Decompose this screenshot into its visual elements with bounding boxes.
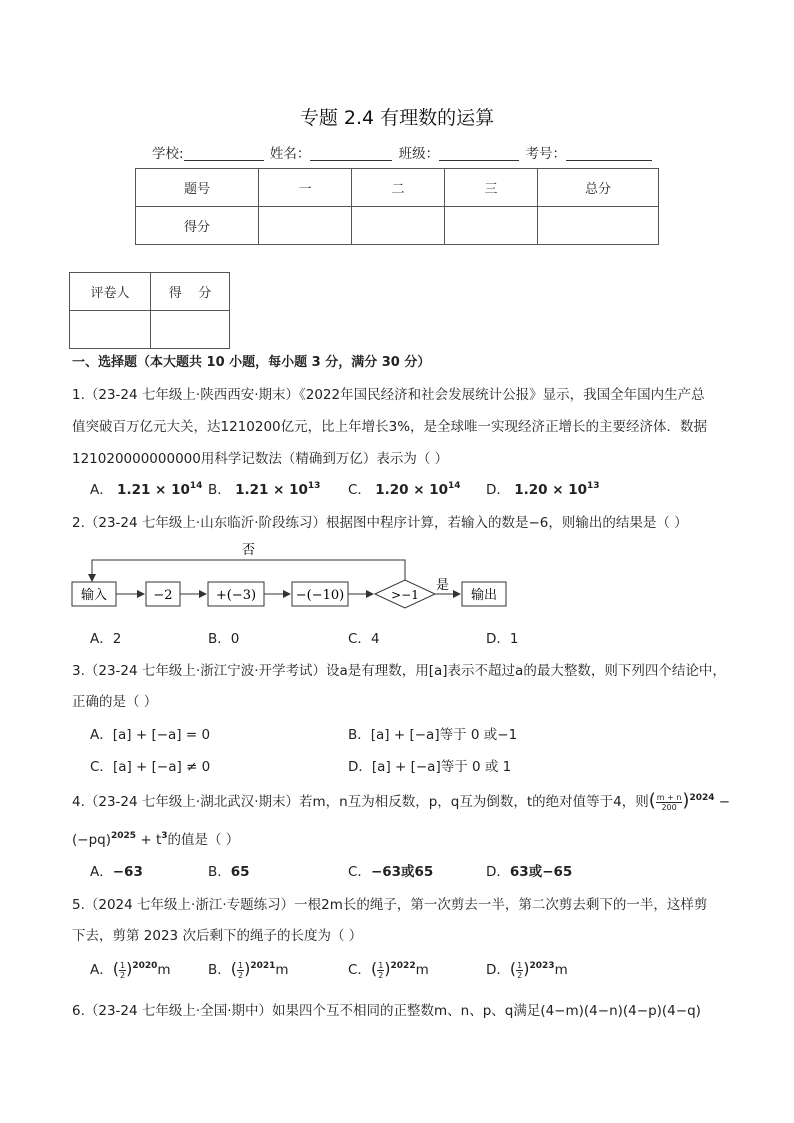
program-flowchart — [70, 536, 510, 612]
q4-option-d[interactable]: D．63或−65 — [486, 864, 573, 880]
q1-line-2: 值突破百万亿元大关，达1210200亿元，比上年增长3%，是全球唯一实现经济正增长的主要经济体．数据 — [72, 419, 708, 435]
yes-label: 是 — [436, 578, 450, 593]
score-cell[interactable] — [352, 207, 445, 245]
q3-line-1: 3.（23-24 七年级上·浙江宁波·开学考试）设a是有理数，用[a]表示不超过a的最大整数，则下列四个结论中， — [72, 663, 726, 679]
section-title: 一、选择题（本大题共 10 小题，每小题 3 分，满分 30 分） — [72, 355, 431, 370]
exam-no-label: 考号： — [525, 146, 566, 162]
q2-line-1: 2.（23-24 七年级上·山东临沂·阶段练习）根据图中程序计算，若输入的数是−6，则输出的结果是（ ） — [72, 515, 688, 531]
q3-option-a[interactable]: A．[a] + [−a] = 0 — [90, 727, 211, 743]
q2-option-d[interactable]: D．1 — [486, 631, 519, 647]
q4-option-a[interactable]: A．−63 — [90, 864, 143, 880]
score-cell[interactable] — [538, 207, 659, 245]
score-row-label: 得分 — [136, 207, 259, 245]
exam-no-blank[interactable] — [566, 146, 652, 161]
q4-line-1: 4.（23-24 七年级上·湖北武汉·期末）若m，n互为相反数，p，q互为倒数，t的绝对值等于4，则( $\frac{m + n}{200}$ )$^{2024}$ − — [72, 790, 731, 812]
school-label: 学校: — [152, 146, 184, 162]
reviewer-cell[interactable] — [70, 311, 151, 349]
score-cell[interactable] — [445, 207, 538, 245]
q4-option-b[interactable]: B．65 — [208, 864, 250, 880]
q2-option-b[interactable]: B．0 — [208, 631, 240, 647]
feedback-arrow — [92, 560, 405, 581]
input-label: 输入 — [80, 588, 108, 603]
q5-option-c[interactable]: C．( $\frac{1}{2}$ )$^{2022}$m — [348, 959, 429, 980]
q1-line-3: 121020000000000用科学记数法（精确到万亿）表示为（ ） — [72, 451, 449, 467]
score-table-header-row — [136, 169, 659, 207]
reviewer-label: 评卷人 — [70, 273, 151, 311]
score-header-cell: 总分 — [538, 169, 659, 207]
grader-score-label: 得 分 — [151, 273, 230, 311]
score-header-cell: 三 — [445, 169, 538, 207]
q4-line-2: $(-pq)^{2025} + t^3$的值是（ ） — [72, 831, 240, 848]
class-label: 班级： — [398, 146, 440, 162]
q1-option-d[interactable]: D． $1.20 \times 10^{13}$ — [486, 481, 600, 498]
name-label: 姓名： — [269, 146, 311, 162]
q1-option-b[interactable]: B． $1.21 \times 10^{13}$ — [208, 481, 321, 498]
school-blank[interactable] — [184, 146, 264, 161]
student-info-line — [152, 142, 652, 162]
q3-line-2: 正确的是（ ） — [72, 694, 158, 710]
q2-option-c[interactable]: C．4 — [348, 631, 380, 647]
q6-line-1: 6.（23-24 七年级上·全国·期中）如果四个互不相同的正整数m、n、p、q满足(4−m)(4−n)(4−p)(4−q) — [72, 1003, 701, 1019]
score-header-cell: 题号 — [136, 169, 259, 207]
output-label: 输出 — [470, 588, 498, 603]
step1-label: −2 — [153, 588, 173, 603]
class-blank[interactable] — [439, 146, 519, 161]
q5-option-a[interactable]: A．( $\frac{1}{2}$ )$^{2020}$m — [90, 959, 171, 980]
q1-line-1: 1.（23-24 七年级上·陕西西安·期末）《2022年国民经济和社会发展统计公报》显示，我国全年国内生产总 — [72, 387, 705, 403]
score-header-cell: 二 — [352, 169, 445, 207]
q1-option-c[interactable]: C． $1.20 \times 10^{14}$ — [348, 481, 461, 498]
score-cell[interactable] — [259, 207, 352, 245]
q2-option-a[interactable]: A．2 — [90, 631, 122, 647]
q1-option-a[interactable]: A． $1.21 \times 10^{14}$ — [90, 481, 203, 498]
step2-label: +(−3) — [215, 588, 257, 603]
step3-label: −(−10) — [295, 588, 345, 603]
page-title: 专题 2.4 有理数的运算 — [299, 107, 495, 129]
q5-line-1: 5.（2024 七年级上·浙江·专题练习）一根2m长的绳子，第一次剪去一半，第二次剪去剩下的一半，这样剪 — [72, 897, 708, 913]
q3-option-c[interactable]: C．[a] + [−a] ≠ 0 — [90, 759, 211, 775]
q4-option-c[interactable]: C．−63或65 — [348, 864, 434, 880]
score-header-cell: 一 — [259, 169, 352, 207]
grader-table — [69, 272, 230, 349]
q5-option-d[interactable]: D．( $\frac{1}{2}$ )$^{2023}$m — [486, 959, 568, 980]
q4-fraction: $\frac{m + n}{200}$ — [656, 792, 682, 812]
q5-option-b[interactable]: B．( $\frac{1}{2}$ )$^{2021}$m — [208, 959, 289, 980]
score-table-value-row — [136, 207, 659, 245]
q3-option-b[interactable]: B．[a] + [−a]等于 0 或−1 — [348, 727, 518, 743]
grader-score-cell[interactable] — [151, 311, 230, 349]
q5-line-2: 下去，剪第 2023 次后剩下的绳子的长度为（ ） — [72, 928, 363, 944]
condition-label: >−1 — [391, 588, 419, 602]
name-blank[interactable] — [310, 146, 392, 161]
score-table — [135, 168, 659, 245]
q3-option-d[interactable]: D．[a] + [−a]等于 0 或 1 — [348, 759, 512, 775]
no-label: 否 — [242, 543, 256, 558]
